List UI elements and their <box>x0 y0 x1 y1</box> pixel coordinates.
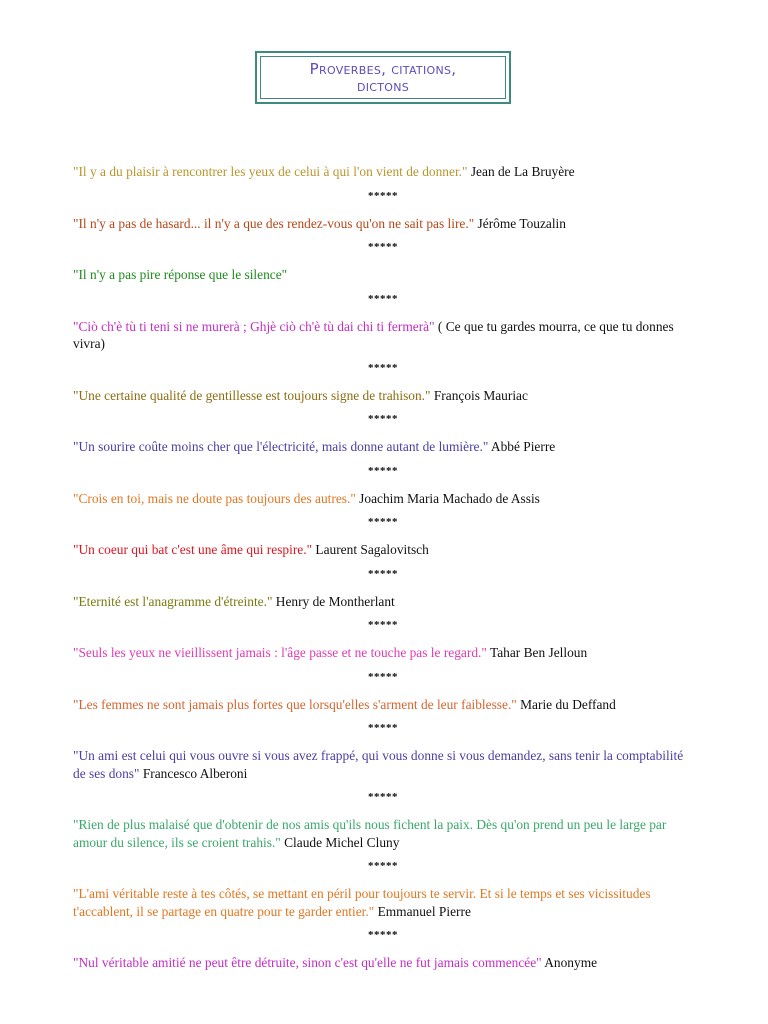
quote-text: "Les femmes ne sont jamais plus fortes que lorsqu'elles s'arment de leur faiblesse." <box>73 696 517 712</box>
quote-item <box>73 266 693 284</box>
quote-author: ( Ce que tu gardes mourra, ce que tu donnes vivra) <box>73 318 674 351</box>
quote-text: "Rien de plus malaisé que d'obtenir de nos amis qu'ils nous fichent la paix. Dès qu'on prend un peu le large par amour du silence, ils se croient trahis." <box>73 817 667 850</box>
quote-author: Francesco Alberoni <box>142 765 248 781</box>
quote-text: "L'ami véritable reste à tes côtés, se mettant en péril pour toujours te servir. Et si le temps et ses vicissitudes t'accablent, il se partage en quatre pour te garder entier." <box>73 886 651 919</box>
quote-item <box>73 644 693 662</box>
quote-author: Anonyme <box>544 955 598 970</box>
quote-item <box>73 387 693 405</box>
quote-text: "Seuls les yeux ne vieillissent jamais : l'âge passe et ne touche pas le regard." <box>73 645 487 660</box>
quote-text: "Nul véritable amitié ne peut être détruite, sinon c'est qu'elle ne fut jamais commencée" <box>73 955 542 970</box>
quote-text: "Il n'y a pas pire réponse que le silence" <box>73 267 288 282</box>
quote-text: "Eternité est l'anagramme d'étreinte." <box>73 593 273 609</box>
separator: ***** <box>368 189 398 202</box>
quote-author: Tahar Ben Jelloun <box>489 645 588 660</box>
quote-author: Jean de La Bruyère <box>470 164 575 179</box>
separator: ***** <box>368 413 398 425</box>
quote-text: "Il n'y a pas de hasard... il n'y a que des rendez-vous qu'on ne sait pas lire." <box>73 215 475 231</box>
quote-text: "Crois en toi, mais ne doute pas toujours des autres." <box>73 490 356 506</box>
separator: ***** <box>368 670 398 683</box>
quote-text: "Un coeur qui bat c'est une âme qui respire." <box>73 542 313 557</box>
title-box <box>255 51 511 104</box>
separator: ***** <box>368 929 398 941</box>
quote-text: "Un ami est celui qui vous ouvre si vous avez frappé, qui vous donne si vous demandez, sans tenir la comptabilité de ses dons" <box>73 748 684 781</box>
separator: ***** <box>368 464 398 477</box>
separator: ***** <box>368 361 398 374</box>
quote-item <box>73 885 693 920</box>
separator: ***** <box>368 567 398 580</box>
quote-text: "Il y a du plaisir à rencontrer les yeux de celui à qui l'on vient de donner." <box>73 164 468 179</box>
quote-author: Claude Michel Cluny <box>284 834 400 850</box>
quote-item <box>73 593 693 611</box>
separator: ***** <box>368 860 398 872</box>
quote-item <box>73 215 693 233</box>
quote-item <box>73 163 693 181</box>
quote-author: Marie du Deffand <box>520 696 616 712</box>
quote-item <box>73 954 693 972</box>
quote-author: François Mauriac <box>433 387 528 403</box>
quote-item <box>73 541 693 559</box>
quote-text: "Une certaine qualité de gentillesse est toujours signe de trahison." <box>73 387 431 403</box>
separator: ***** <box>368 722 398 734</box>
separator: ***** <box>368 292 398 305</box>
page-title <box>310 61 457 95</box>
quote-item <box>73 816 693 851</box>
quote-text: "Un sourire coûte moins cher que l'électricité, mais donne autant de lumière." <box>73 439 489 454</box>
quote-item <box>73 438 693 456</box>
separator: ***** <box>368 516 398 528</box>
separator: ***** <box>368 241 398 253</box>
quotes-list <box>73 163 693 972</box>
quote-item <box>73 318 693 353</box>
page-title-line2: dictons <box>356 76 410 95</box>
quote-author: Joachim Maria Machado de Assis <box>359 490 540 506</box>
quote-author: Emmanuel Pierre <box>377 903 471 919</box>
quote-author: Abbé Pierre <box>490 439 556 454</box>
separator: ***** <box>368 619 398 631</box>
quote-item <box>73 696 693 714</box>
quote-item <box>73 490 693 508</box>
quote-author: Laurent Sagalovitsch <box>315 542 429 557</box>
quote-text: "Ciò ch'è tù ti teni si ne murerà ; Ghjè ciò ch'è tù dai chi ti fermerà" <box>73 318 435 334</box>
page-title-line1: Proverbes, citations, <box>309 59 457 78</box>
quote-item <box>73 747 693 782</box>
quote-author: Henry de Montherlant <box>275 593 395 609</box>
quote-author: Jérôme Touzalin <box>477 215 566 231</box>
separator: ***** <box>368 791 398 803</box>
